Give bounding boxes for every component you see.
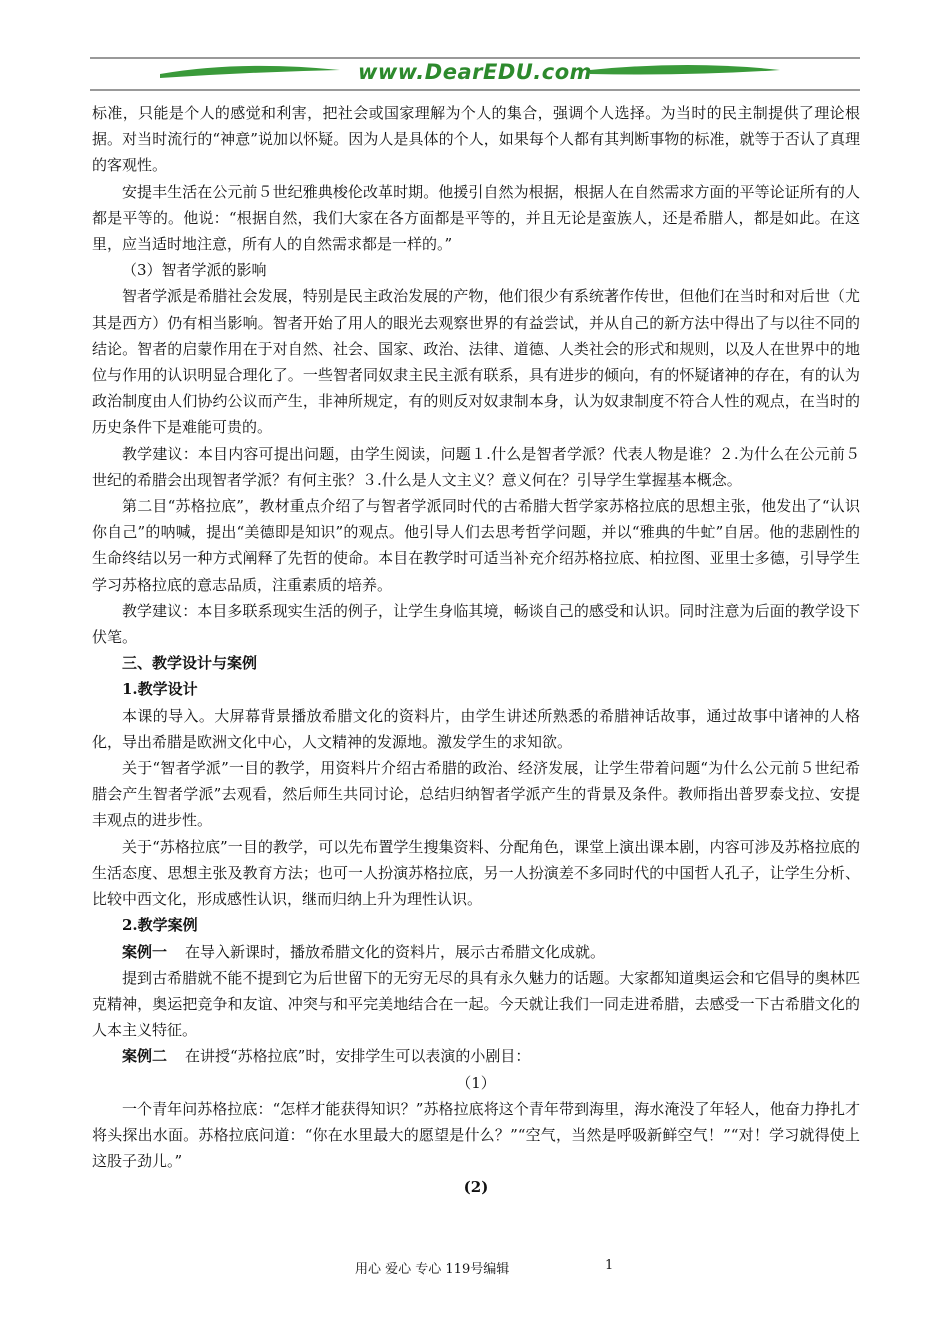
paragraph-6: 教学建议：本目多联系现实生活的例子，让学生身临其境，畅谈自己的感受和认识。同时注意为后面的教学设下伏笔。: [92, 601, 860, 647]
footer-text: 用心 爱心 专心 119号编辑: [355, 1262, 510, 1277]
paragraph-4: 教学建议：本目内容可提出问题，由学生阅读，问题１.什么是智者学派？代表人物是谁？２.为什么在公元前５世纪的希腊会出现智者学派？有何主张？３.什么是人文主义？意义何在？引导学生掌握基本概念。: [92, 444, 860, 489]
paragraph-9: 关于“苏格拉底”一目的教学，可以先布置学生搜集资料、分配角色，课堂上演出课本剧，内容可涉及苏格拉底的生活态度、思想主张及教育方法；也可一人扮演苏格拉底，另一人扮演差不多同时代的中国哲人孔子，让学生分析、比较中西文化，形成感性认识，继而归纳上升为理性认识。: [92, 837, 860, 909]
subheading-cases: 2.教学案例: [122, 916, 198, 935]
paragraph-1: 标准，只能是个人的感觉和利害，把社会或国家理解为个人的集合，强调个人选择。为当时的民主制提供了理论根据。对当时流行的“神意”说加以怀疑。因为人是具体的个人，如果每个人都有其判断事物的标准，就等于否认了真理的客观性。: [92, 104, 860, 175]
paragraph-8: 关于“智者学派”一目的教学，用资料片介绍古希腊的政治、经济发展，让学生带着问题“为什么公元前５世纪希腊会产生智者学派”去观看，然后师生共同讨论，总结归纳智者学派产生的背景及条件。教师指出普罗泰戈拉、安提丰观点的进步性。: [92, 759, 860, 830]
scene-number-2: (2): [463, 1178, 489, 1197]
case-two-paragraph: [92, 1043, 860, 1069]
case-one-text: 在导入新课时，播放希腊文化的资料片，展示古希腊文化成就。: [185, 942, 606, 961]
page-footer: [0, 1258, 950, 1282]
section-heading-teaching-design: 三、教学设计与案例: [122, 654, 258, 673]
paragraph-5: 第二目“苏格拉底”，教材重点介绍了与智者学派同时代的古希腊大哲学家苏格拉底的思想主张，他发出了“认识你自己”的呐喊，提出“美德即是知识”的观点。他引导人们去思考哲学问题，并以“雅典的牛虻”自居。他的悲剧性的生命终结以另一种方式阐释了先哲的使命。本目在教学时可适当补充介绍苏格拉底、柏拉图、亚里士多德，引导学生学习苏格拉底的意志品质，注重素质的培养。: [92, 497, 860, 594]
paragraph-10: 提到古希腊就不能不提到它为后世留下的无穷无尽的具有永久魅力的话题。大家都知道奥运会和它倡导的奥林匹克精神，奥运把竞争和友谊、冲突与和平完美地结合在一起。今天就让我们一同走进希腊，去感受一下古希腊文化的人本主义特征。: [92, 968, 860, 1040]
scene-number-1: （1）: [456, 1073, 496, 1092]
page-number: 1: [605, 1258, 614, 1273]
document-body: [92, 100, 860, 1201]
case-two-text: 在讲授“苏格拉底”时，安排学生可以表演的小剧目：: [185, 1047, 531, 1066]
paragraph-7: 本课的导入。大屏幕背景播放希腊文化的资料片，由学生讲述所熟悉的希腊神话故事，通过故事中诸神的人格化，导出希腊是欧洲文化中心，人文精神的发源地。激发学生的求知欲。: [92, 706, 860, 751]
page-header: [90, 56, 860, 92]
section-heading-influence: （3）智者学派的影响: [122, 261, 267, 280]
paragraph-11: 一个青年问苏格拉底：“怎样才能获得知识？”苏格拉底将这个青年带到海里，海水淹没了年轻人，他奋力挣扎才将头探出水面。苏格拉底问道：“你在水里最大的愿望是什么？”“空气，当然是呼吸新鲜空气！”“对！学习就得使上这股子劲儿。”: [92, 1099, 860, 1171]
case-two-label: 案例二: [122, 1047, 168, 1066]
case-one-paragraph: [92, 939, 860, 965]
case-one-label: 案例一: [122, 942, 168, 961]
paragraph-2: 安提丰生活在公元前５世纪雅典梭伦改革时期。他援引自然为根据，根据人在自然需求方面的平等论证所有的人都是平等的。他说：“根据自然，我们大家在各方面都是平等的，并且无论是蛮族人，还是希腊人，都是如此。在这里，应当适时地注意，所有人的自然需求都是一样的。”: [92, 182, 860, 254]
paragraph-3: 智者学派是希腊社会发展，特别是民主政治发展的产物，他们很少有系统著作传世，但他们在当时和对后世（尤其是西方）仍有相当影响。智者开始了用人的眼光去观察世界的有益尝试，并从自己的新方法中得出了与以往不同的结论。智者的启蒙作用在于对自然、社会、国家、政治、法律、道德、人类社会的形式和规则，以及人在世界中的地位与作用的认识明显合理化了。一些智者同奴隶主民主派有联系，具有进步的倾向，有的怀疑诸神的存在，有的认为政治制度由人们协约公议而产生，非神所规定，有的则反对奴隶制本身，认为奴隶制度不符合人性的观点，在当时的历史条件下是难能可贵的。: [92, 287, 860, 437]
subheading-design: 1.教学设计: [122, 680, 198, 699]
site-logo-text: www.DearEDU.com: [357, 60, 593, 84]
